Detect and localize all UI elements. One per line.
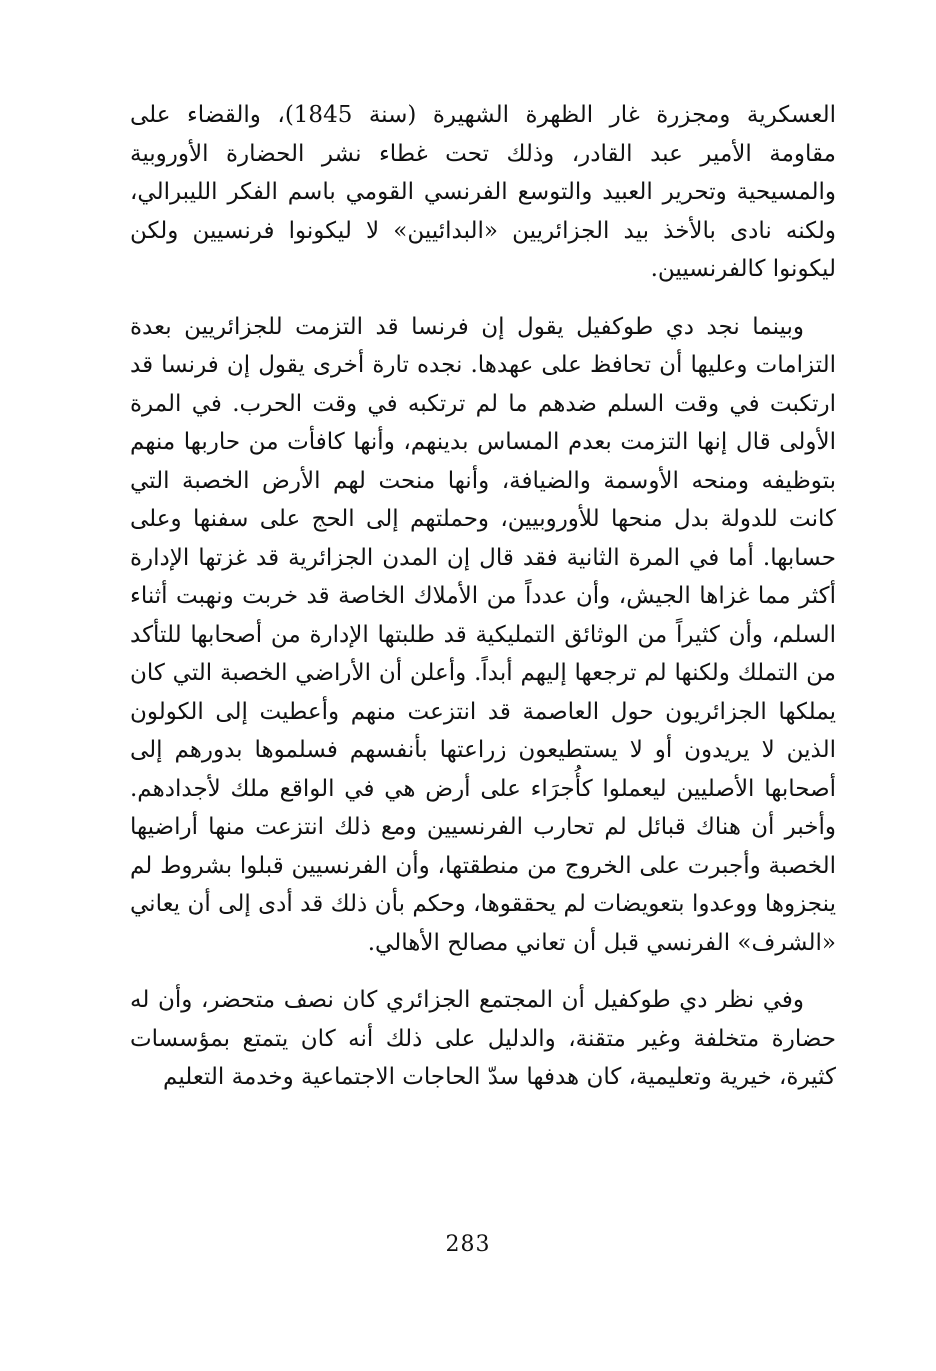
body-text [130, 96, 836, 1097]
page-number: 283 [445, 1232, 491, 1257]
paragraph-2: وبينما نجد دي طوكفيل يقول إن فرنسا قد التزمت للجزائريين بعدة التزامات وعليها أن تحافظ على عهدها. نجده تارة أخرى يقول إن فرنسا قد ارتكبت في وقت السلم ضدهم ما لم ترتكبه في وقت الحرب. في المرة الأولى قال إنها التزمت بعدم المساس بدينهم، وأنها كافأت من حاربها منهم بتوظيفه ومنحه الأوسمة والضيافة، وأنها منحت لهم الأرض الخصبة التي كانت للدولة بدل منحها للأوروبيين، وحملتهم إلى الحج على سفنها وعلى حسابها. أما في المرة الثانية فقد قال إن المدن الجزائرية قد غزتها الإدارة أكثر مما غزاها الجيش، وأن عدداً من الأملاك الخاصة قد خربت ونهبت أثناء السلم، وأن كثيراً من الوثائق التمليكية قد طلبتها الإدارة من أصحابها للتأكد من التملك ولكنها لم ترجعها إليهم أبداً. وأعلن أن الأراضي الخصبة التي كان يملكها الجزائريون حول العاصمة قد انتزعت منهم وأعطيت إلى الكولون الذين لا يريدون أو لا يستطيعون زراعتها بأنفسهم فسلموها بدورهم إلى أصحابها الأصليين ليعملوا كأُجرَاء على أرض هي في الواقع ملك لأجدادهم. وأخبر أن هناك قبائل لم تحارب الفرنسيين ومع ذلك انتزعت منها أراضيها الخصبة وأجبرت على الخروج من منطقتها، وأن الفرنسيين قبلوا بشروط لم ينجزوها ووعدوا بتعويضات لم يحققوها، وحكم بأن ذلك قد أدى إلى أن يعاني «الشرف» الفرنسي قبل أن تعاني مصالح الأهالي. [130, 313, 836, 956]
paragraph-1: العسكرية ومجزرة غار الظهرة الشهيرة (سنة 1845)، والقضاء على مقاومة الأمير عبد القادر، وذلك تحت غطاء نشر الحضارة الأوروبية والمسيحية وتحرير العبيد والتوسع الفرنسي القومي باسم الفكر الليبرالي، ولكنه نادى بالأخذ بيد الجزائريين «البدائيين» لا ليكونوا فرنسيين ولكن ليكونوا كالفرنسيين. [130, 102, 836, 282]
paragraph-3: وفي نظر دي طوكفيل أن المجتمع الجزائري كان نصف متحضر، وأن له حضارة متخلفة وغير متقنة، والدليل على ذلك أنه كان يتمتع بمؤسسات كثيرة، خيرية وتعليمية، كان هدفها سدّ الحاجات الاجتماعية وخدمة التعليم [130, 987, 836, 1090]
